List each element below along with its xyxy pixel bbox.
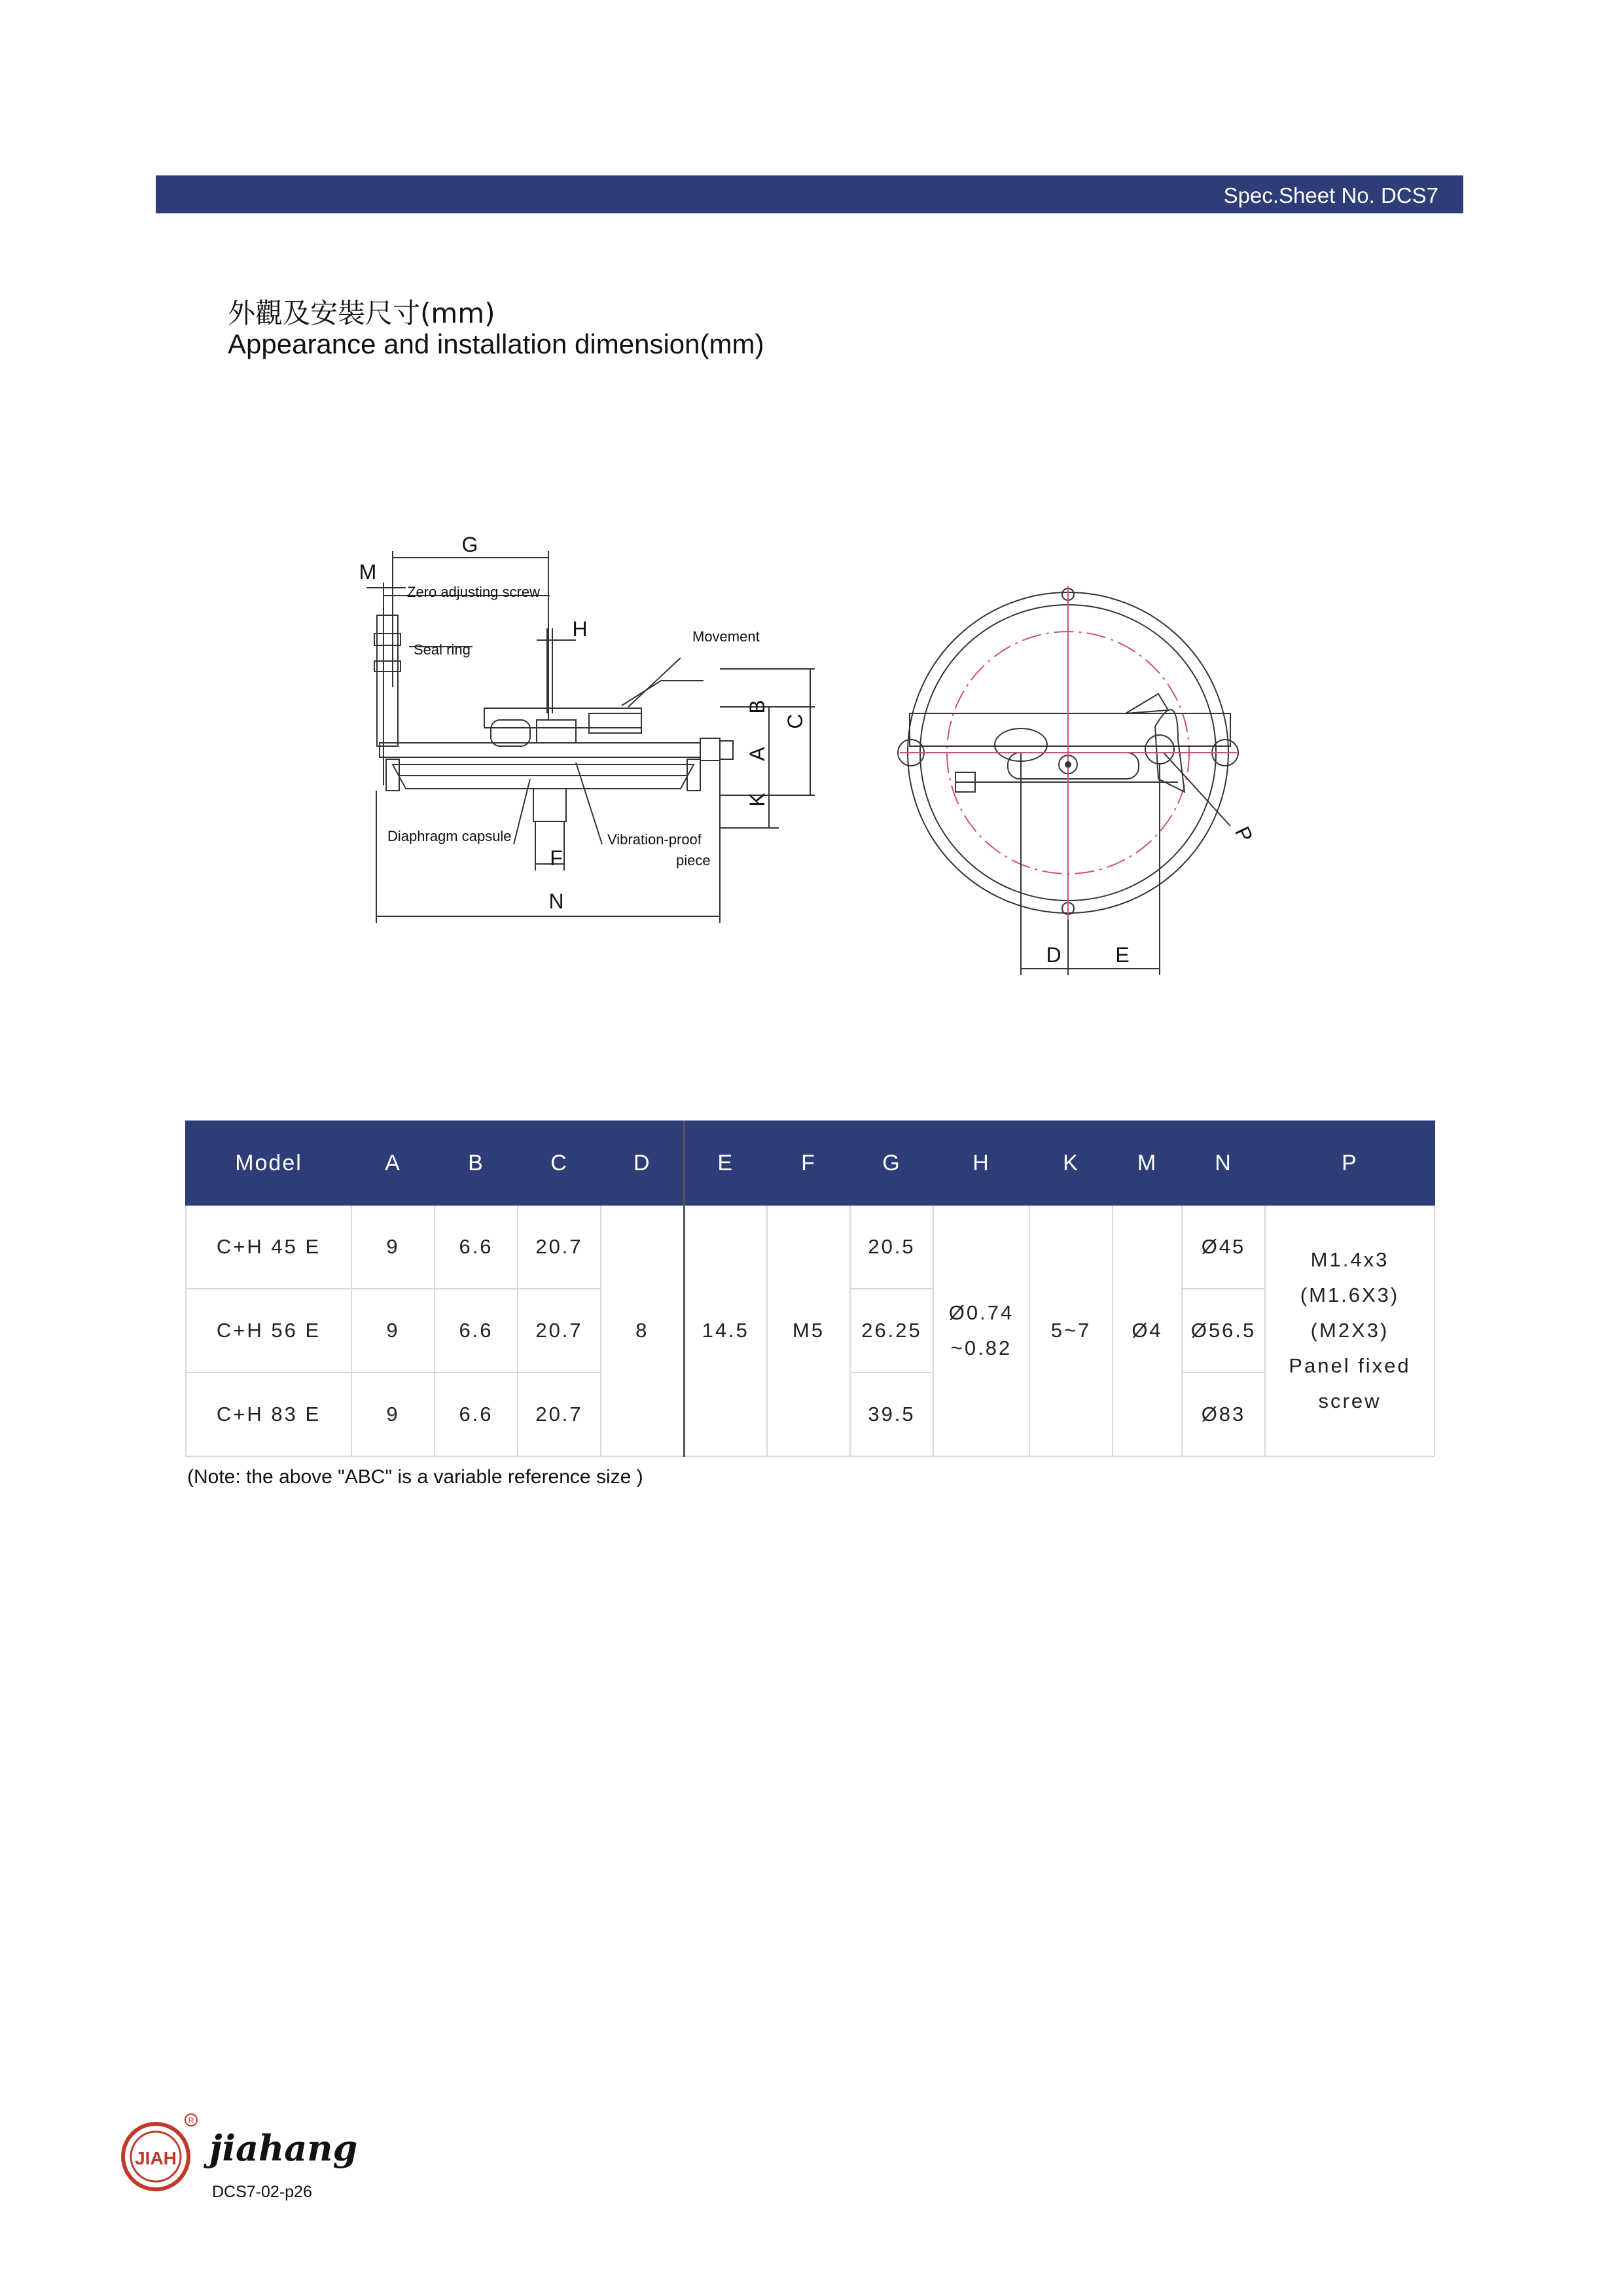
cell-h <box>933 1205 1029 1456</box>
cell-p-line-3: (M2X3) <box>1310 1319 1389 1342</box>
cell-a: 9 <box>351 1289 435 1372</box>
cell-g: 39.5 <box>850 1372 933 1456</box>
cell-b: 6.6 <box>435 1372 518 1456</box>
diaphragm-capsule <box>393 764 694 789</box>
header-b: B <box>435 1121 518 1205</box>
title-english: Appearance and installation dimension(mm) <box>228 329 764 359</box>
cell-h-line-2: ~0.82 <box>950 1336 1012 1359</box>
cell-model: C+H 83 E <box>186 1372 351 1456</box>
cell-f: M5 <box>767 1205 850 1456</box>
label-p: P <box>1230 823 1258 846</box>
label-d: D <box>1046 943 1061 967</box>
cell-p-line-2: (M1.6X3) <box>1300 1283 1400 1306</box>
cell-p <box>1265 1205 1435 1456</box>
movement-upper-plate <box>484 708 641 728</box>
cell-p-line-5: screw <box>1318 1390 1382 1412</box>
table-row <box>186 1205 1435 1289</box>
callout-vibration-2: piece <box>676 852 711 869</box>
header-k: K <box>1029 1121 1113 1205</box>
label-m: M <box>359 560 377 584</box>
spec-sheet-number: Spec.Sheet No. DCS7 <box>1223 183 1438 207</box>
header-m: M <box>1113 1121 1182 1205</box>
label-k: K <box>745 793 769 807</box>
callout-seal-ring: Seal ring <box>414 641 471 658</box>
label-c: C <box>783 713 807 729</box>
cell-d: 8 <box>601 1205 684 1456</box>
cell-c: 20.7 <box>518 1289 601 1372</box>
table-note: (Note: the above "ABC" is a variable reference size ) <box>187 1466 643 1488</box>
main-plate <box>380 743 700 757</box>
header-model: Model <box>186 1121 351 1205</box>
header-e: E <box>684 1121 767 1205</box>
callout-zero-screw: Zero adjusting screw <box>407 584 540 600</box>
brand-name: jiahang <box>209 2127 358 2169</box>
cell-c: 20.7 <box>518 1205 601 1289</box>
stem-body <box>377 615 398 746</box>
cell-n: Ø45 <box>1182 1205 1265 1289</box>
cell-k: 5~7 <box>1029 1205 1113 1456</box>
cell-a: 9 <box>351 1372 435 1456</box>
document-code: DCS7-02-p26 <box>212 2183 312 2201</box>
cell-n: Ø83 <box>1182 1372 1265 1456</box>
cell-p-line-1: M1.4x3 <box>1310 1248 1389 1271</box>
cell-g: 20.5 <box>850 1205 933 1289</box>
cell-b: 6.6 <box>435 1205 518 1289</box>
title-chinese: 外觀及安裝尺寸(mm) <box>228 297 495 329</box>
cell-h-line-1: Ø0.74 <box>948 1301 1014 1324</box>
front-bridge-plate <box>910 713 1230 746</box>
brand-logo <box>118 2111 203 2196</box>
cell-b: 6.6 <box>435 1289 518 1372</box>
svg-text:R: R <box>188 2116 194 2125</box>
label-b: B <box>745 700 769 714</box>
socket <box>533 789 566 821</box>
table-header-row <box>186 1121 1435 1205</box>
cell-model: C+H 56 E <box>186 1289 351 1372</box>
label-e: E <box>1115 943 1130 967</box>
label-n: N <box>548 889 564 913</box>
dimension-drawing <box>0 0 1623 1021</box>
spec-table <box>185 1121 1435 1457</box>
cell-p-line-4: Panel fixed <box>1289 1354 1411 1377</box>
header-n: N <box>1182 1121 1265 1205</box>
header-c: C <box>518 1121 601 1205</box>
p-leader <box>1164 753 1230 826</box>
cell-g: 26.25 <box>850 1289 933 1372</box>
header-p: P <box>1265 1121 1435 1205</box>
callout-movement: Movement <box>692 628 760 645</box>
cell-c: 20.7 <box>518 1372 601 1456</box>
cell-model: C+H 45 E <box>186 1205 351 1289</box>
cell-a: 9 <box>351 1205 435 1289</box>
cell-n: Ø56.5 <box>1182 1289 1265 1372</box>
label-f: F <box>550 846 563 870</box>
header-d: D <box>601 1121 684 1205</box>
header-a: A <box>351 1121 435 1205</box>
callout-diaphragm: Diaphragm capsule <box>387 828 512 844</box>
logo-text: JIAH <box>135 2148 177 2168</box>
label-g: G <box>461 533 478 556</box>
label-h: H <box>572 617 588 641</box>
header-g: G <box>850 1121 933 1205</box>
callout-vibration-1: Vibration-proof <box>607 831 702 848</box>
cell-e: 14.5 <box>684 1205 767 1456</box>
header-h: H <box>933 1121 1029 1205</box>
label-a: A <box>745 747 769 761</box>
header-f: F <box>767 1121 850 1205</box>
cell-m: Ø4 <box>1113 1205 1182 1456</box>
